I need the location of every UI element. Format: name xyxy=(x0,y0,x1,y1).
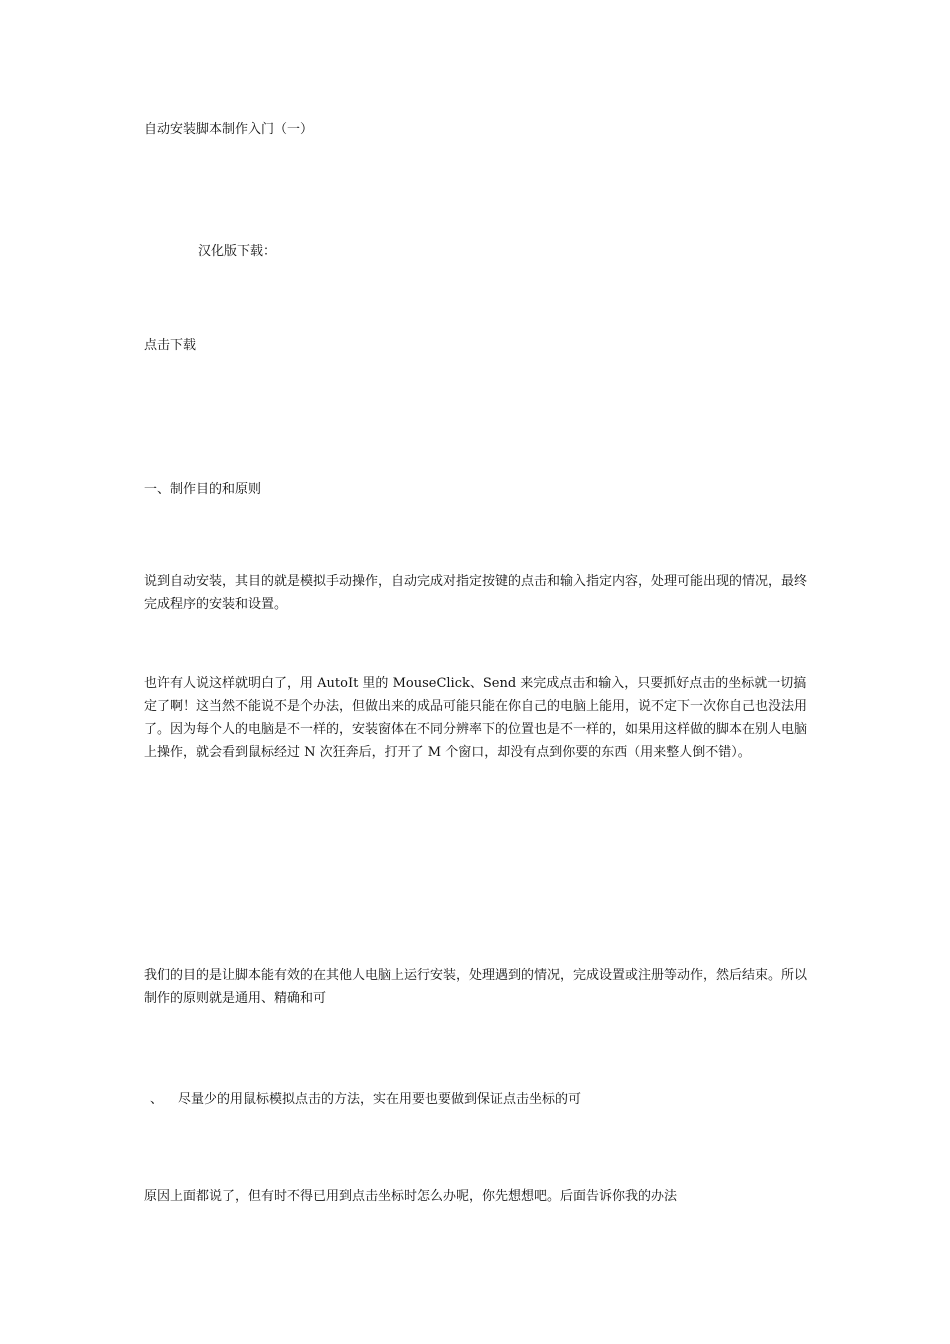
download-label: 汉化版下载： xyxy=(198,244,277,259)
paragraph-goal-principles: 我们的目的是让脚本能有效的在其他人电脑上运行安装，处理遇到的情况，完成设置或注册等动作，然后结束。所以制作的原则就是通用、精确和可 xyxy=(144,968,808,1006)
download-link[interactable]: 点击下载 xyxy=(144,338,197,353)
paragraph-reason: 原因上面都说了，但有时不得已用到点击坐标时怎么办呢，你先想想吧。后面告诉你我的办法 xyxy=(144,1189,678,1204)
bullet-text: 尽量少的用鼠标模拟点击的方法，实在用要也要做到保证点击坐标的可 xyxy=(178,1092,582,1107)
document-title: 自动安装脚本制作入门（一） xyxy=(144,122,314,137)
section-heading: 一、制作目的和原则 xyxy=(144,482,262,497)
paragraph-purpose: 说到自动安装，其目的就是模拟手动操作，自动完成对指定按键的点击和输入指定内容，处理可能出现的情况，最终完成程序的安装和设置。 xyxy=(144,574,808,612)
paragraph-mouseclick-discussion: 也许有人说这样就明白了，用 AutoIt 里的 MouseClick、Send 来完成点击和输入，只要抓好点击的坐标就一切搞定了啊！这当然不能说不是个办法，但做出来的成品可能只能在你自己的电脑上能用，说不定下一次你自己也没法用了。因为每个人的电脑是不一样的，安装窗体在不同分辨率下的位置也是不一样的，如果用这样做的脚本在别人电脑上操作，就会看到鼠标经过 N 次狂奔后，打开了 M 个窗口，却没有点到你要的东西（用来整人倒不错）。 xyxy=(144,676,808,760)
bullet-mark: 、 xyxy=(150,1092,164,1107)
principle-bullet xyxy=(150,1088,816,1111)
